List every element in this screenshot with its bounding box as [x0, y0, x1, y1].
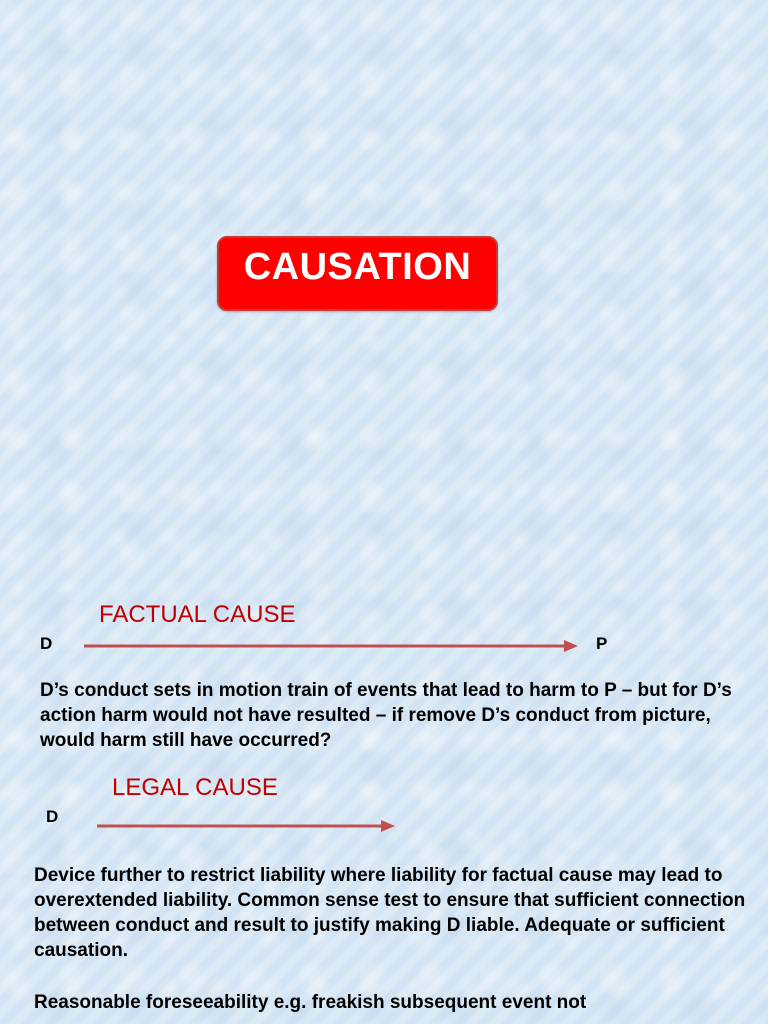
factual-arrow-head: [564, 640, 578, 652]
slide-title: CAUSATION: [243, 246, 472, 288]
legal-arrow: [95, 818, 400, 834]
legal-description: Device further to restrict liability where liability for factual cause may lead to overextended liability. Common sense test to ensure that sufficient connection between conduct and result to justify making D liable. Adequate or sufficient causation.: [34, 865, 746, 961]
factual-p-label: P: [596, 634, 608, 653]
factual-description: D’s conduct sets in motion train of events that lead to harm to P – but for D’s action harm would not have resulted – if remove D’s conduct from picture, would harm still have occurred?: [40, 680, 732, 751]
legal-cause-heading: LEGAL CAUSE: [112, 774, 278, 801]
factual-cause-heading: FACTUAL CAUSE: [99, 601, 296, 628]
factual-arrow: [82, 638, 582, 654]
legal-arrow-head: [381, 820, 395, 832]
foreseeability-text: Reasonable foreseeability e.g. freakish subsequent event not: [34, 992, 587, 1013]
factual-d-label: D: [40, 634, 53, 653]
legal-d-label: D: [46, 807, 59, 826]
title-box: [217, 236, 498, 311]
